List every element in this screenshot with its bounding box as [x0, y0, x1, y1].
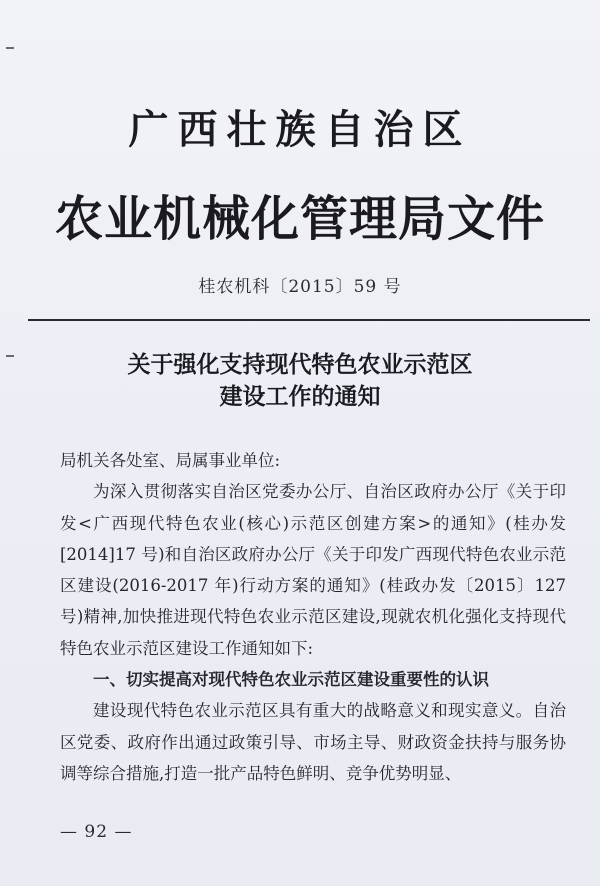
header-divider — [28, 319, 590, 321]
document-number: 桂农机科〔2015〕59 号 — [198, 277, 402, 297]
issuer-name: 广西壮族自治区 — [128, 106, 472, 153]
salutation: 局机关各处室、局属事业单位: — [60, 451, 281, 470]
document-type-title: 农业机械化管理局文件 — [54, 191, 545, 247]
body-paragraph: 为深入贯彻落实自治区党委办公厅、自治区政府办公厅《关于印发<广西现代特色农业(核心)示范区创建方案>的通知》(桂办发[2014]17 号)和自治区政府办公厅《关于印发广西现代特色农业示范区建设(2016-2017 年)行动方案的通知》(桂政办发〔2015〕127 号)精神,加快推进现代特色农业示范区建设,现就农机化强化支持现代特色农业示范区建设工作通知如下: — [60, 482, 566, 658]
body-paragraph: 建设现代特色农业示范区具有重大的战略意义和现实意义。自治区党委、政府作出通过政策引导、市场主导、财政资金扶持与服务协调等综合措施,打造一批产品特色鲜明、竞争优势明显、 — [60, 701, 566, 783]
notice-title — [0, 349, 600, 413]
section-heading: 一、切实提高对现代特色农业示范区建设重要性的认识 — [93, 670, 489, 690]
document-body — [60, 445, 566, 789]
notice-title-line1: 关于强化支持现代特色农业示范区 — [127, 351, 473, 378]
binding-mark-top — [6, 47, 14, 49]
notice-title-line2: 建设工作的通知 — [219, 383, 381, 410]
page-number: — 92 — — [60, 822, 133, 842]
